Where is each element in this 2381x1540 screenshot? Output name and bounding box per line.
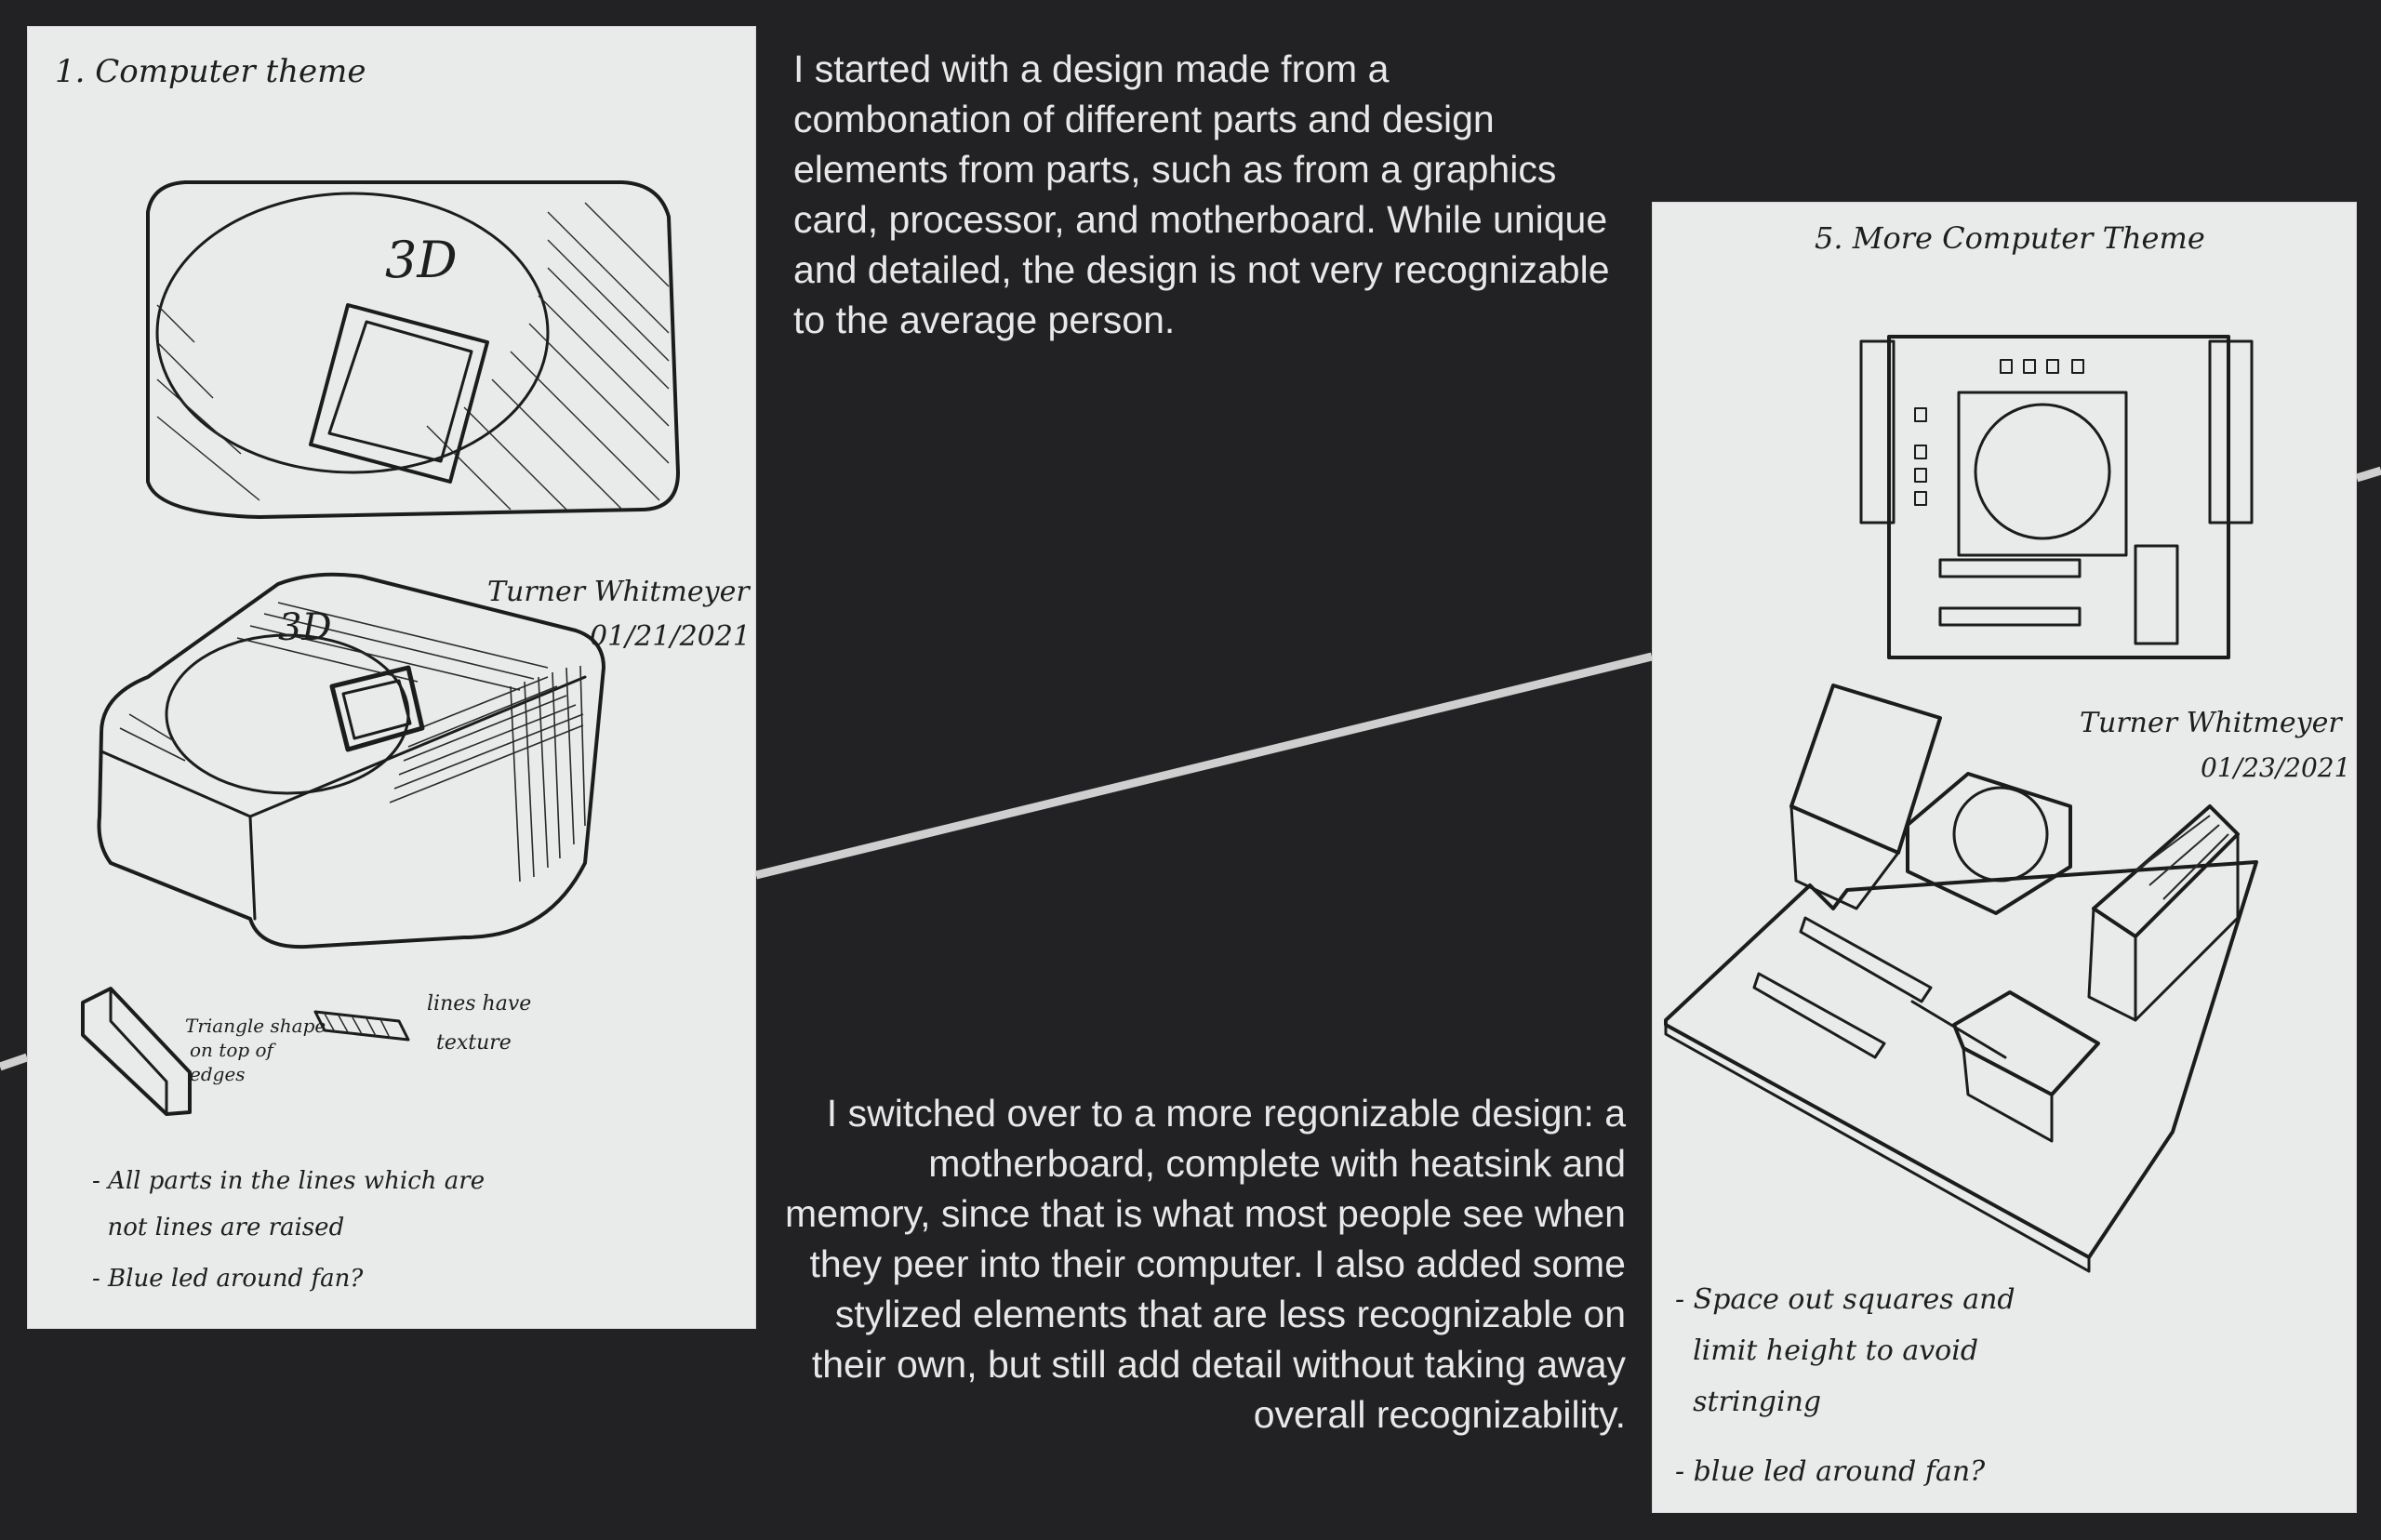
sketch-notes-left (92, 1167, 485, 1293)
label-3d-top: 3D (385, 231, 458, 289)
svg-text:stringing: stringing (1675, 1386, 1822, 1418)
sketch-page-more-computer-theme (1652, 202, 2357, 1513)
svg-text:lines have: lines have (427, 992, 532, 1016)
caption-second-design: I switched over to a more regonizable design: a motherboard, complete with heatsink and memory, since that is what most people see when they peer into their computer. I also added some stylized elements that are less recognizable on their own, but still add detail without taking away overall recognizability. (785, 1092, 1626, 1436)
sketch-drawing-right (1652, 202, 2357, 1513)
motherboard-top-view (1861, 337, 2252, 657)
motherboard-isometric-view (1666, 685, 2256, 1271)
signature-name: Turner Whitmeyer (487, 576, 750, 608)
svg-text:texture: texture (436, 1031, 512, 1055)
svg-text:limit height to avoid: limit height to avoid (1675, 1334, 1979, 1367)
svg-text:- Space out squares and: - Space out squares and (1675, 1283, 2015, 1316)
svg-text:- Blue led around fan?: - Blue led around fan? (92, 1265, 364, 1293)
triangle-edge-detail (83, 989, 190, 1114)
signature-date: 01/23/2021 (2201, 752, 2351, 783)
svg-text:not lines are raised: not lines are raised (92, 1214, 345, 1241)
signature-date: 01/21/2021 (590, 620, 751, 653)
signature-name: Turner Whitmeyer (2080, 707, 2342, 739)
svg-text:edges: edges (190, 1063, 246, 1085)
triangle-note (185, 1015, 326, 1085)
svg-text:on top of: on top of (190, 1039, 273, 1061)
svg-text:- blue led around fan?: - blue led around fan? (1675, 1455, 1986, 1488)
sketch-drawing-left (27, 26, 756, 1329)
caption-first-design: I started with a design made from a combonation of different parts and design elements from parts, such as from a graphics card, processor, and motherboard. While unique and detailed, the design is not very recognizable to the average person. (793, 47, 1610, 341)
sketch-page-computer-theme (27, 26, 756, 1329)
connector-line-right-edge (2357, 471, 2381, 478)
sketch-title: 1. Computer theme (55, 53, 366, 90)
connector-line-left-edge (0, 1057, 27, 1067)
line-texture-detail (315, 1012, 408, 1040)
top-view-drawing (148, 182, 678, 517)
isometric-drawing (100, 575, 605, 947)
lines-texture-note (427, 992, 531, 1055)
svg-text:Triangle shape: Triangle shape (185, 1015, 326, 1037)
sketch-notes-right (1675, 1283, 2015, 1488)
sketch-title: 5. More Computer Theme (1815, 220, 2205, 256)
connector-line-middle (756, 657, 1652, 875)
svg-text:- All parts in the lines which: - All parts in the lines which are (92, 1167, 486, 1195)
label-3d-middle: 3D (278, 606, 332, 649)
